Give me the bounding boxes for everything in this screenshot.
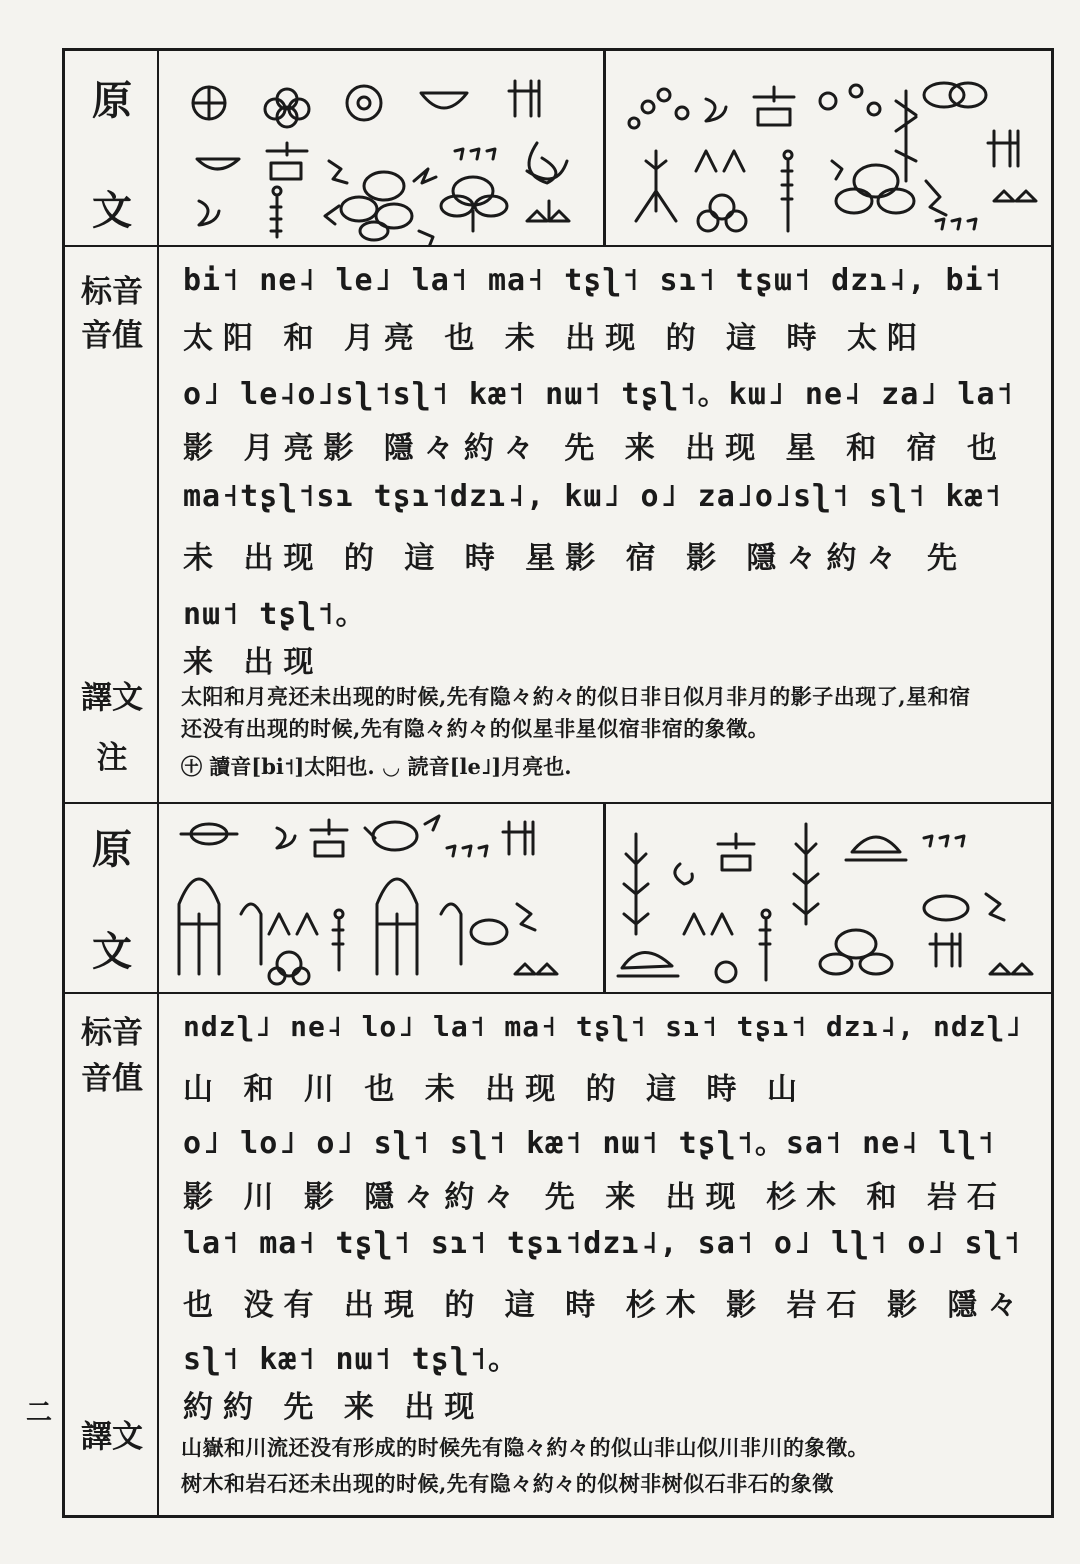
label-col xyxy=(65,51,159,245)
label-phonetic-1: 标音 xyxy=(81,274,143,310)
phonetic-line: bi˦ ne˨ le˩ la˦ ma˧ tʂʅ˦ sɿ˦ tʂɯ˦ dzɿ˨, bi˦ xyxy=(183,263,1003,298)
dongba-pictographs-left xyxy=(159,51,603,245)
row-original-2 xyxy=(65,804,1051,994)
label-yuan: 原 xyxy=(92,826,132,873)
glyph-panel-right xyxy=(606,51,1051,245)
gloss-line: 来 出现 xyxy=(183,645,324,680)
glyph-panel xyxy=(159,804,1051,992)
gloss-line: 也 没有 出現 的 這 時 杉木 影 岩石 影 隱々 xyxy=(183,1288,1028,1323)
phonetic-line: ndzʅ˩ ne˨ lo˩ la˦ ma˧ tʂʅ˦ sɿ˦ tʂɿ˦ dzɿ˨, ndzʅ˩ xyxy=(183,1010,1023,1043)
gloss-line: 太阳 和 月亮 也 未 出现 的 這 時 太阳 xyxy=(183,321,927,356)
gloss-line: 約約 先 来 出现 xyxy=(183,1390,485,1425)
glyph-panel-left xyxy=(159,804,603,992)
dongba-pictographs-right xyxy=(606,804,1049,992)
phonetic-line: ma˧tʂʅ˦sɿ tʂɿ˦dzɿ˨, kɯ˩ o˩ za˩o˩sʅ˦ sʅ˦ kæ˦ xyxy=(183,479,1003,514)
gloss-line: 影 川 影 隱々約々 先 来 出现 杉木 和 岩石 xyxy=(183,1180,1007,1215)
dongba-pictographs-left xyxy=(159,804,603,992)
label-translation: 譯文 xyxy=(81,680,143,716)
label-yuan: 原 xyxy=(92,77,132,124)
row-annotation-2 xyxy=(65,994,1051,1515)
glyph-panel-left xyxy=(159,51,603,245)
label-phonetic-2: 音值 xyxy=(81,318,143,354)
label-phonetic-2: 音值 xyxy=(81,1061,143,1097)
label-wen: 文 xyxy=(92,928,132,975)
phonetic-line: o˩ lo˩ o˩ sʅ˦ sʅ˦ kæ˦ nɯ˦ tʂʅ˦。sa˦ ne˨ lʅ˦ xyxy=(183,1126,996,1161)
note-line: ㊉ 讀音[bi˦]太阳也. ◡ 読音[le˩]月亮也. xyxy=(181,754,572,779)
gloss-line: 未 出现 的 這 時 星影 宿 影 隱々約々 先 xyxy=(183,541,967,576)
dongba-pictographs-right xyxy=(606,51,1049,245)
translation-line: 山嶽和川流还没有形成的时候先有隐々約々的似山非山似川非川的象徵。 xyxy=(181,1435,869,1460)
page-number: 二 xyxy=(26,1398,53,1428)
phonetic-line: la˦ ma˧ tʂʅ˦ sɿ˦ tʂɿ˦dzɿ˨, sa˦ o˩ lʅ˦ o˩ sʅ˦ xyxy=(183,1226,1022,1261)
translation-line: 还没有出现的时候,先有隐々約々的似星非星似宿非宿的象徵。 xyxy=(181,716,770,741)
label-wen: 文 xyxy=(92,187,132,234)
translation-line: 树木和岩石还未出现的时候,先有隐々約々的似树非树似石非石的象徵 xyxy=(181,1471,834,1496)
annotation-content-1 xyxy=(159,247,1051,802)
glyph-panel xyxy=(159,51,1051,245)
manuscript-table xyxy=(62,48,1054,1518)
label-note: 注 xyxy=(96,740,128,776)
phonetic-line: sʅ˦ kæ˦ nɯ˦ tʂʅ˦。 xyxy=(183,1342,519,1377)
row-annotation-1 xyxy=(65,247,1051,804)
phonetic-line: o˩ le˨o˩sʅ˦sʅ˦ kæ˦ nɯ˦ tʂʅ˦。kɯ˩ ne˨ za˩ la˦ xyxy=(183,377,1015,412)
glyph-panel-right xyxy=(606,804,1051,992)
gloss-line: 山 和 川 也 未 出现 的 這 時 山 xyxy=(183,1072,807,1107)
label-phonetic-1: 标音 xyxy=(81,1015,143,1051)
label-translation: 譯文 xyxy=(81,1419,143,1455)
row-original-1 xyxy=(65,51,1051,247)
phonetic-line: nɯ˦ tʂʅ˦。 xyxy=(183,597,367,632)
label-col xyxy=(65,247,159,802)
annotation-content-2 xyxy=(159,994,1051,1515)
label-col xyxy=(65,994,159,1515)
translation-line: 太阳和月亮还未出现的时候,先有隐々約々的似日非日似月非月的影子出现了,星和宿 xyxy=(181,684,971,709)
label-col xyxy=(65,804,159,992)
gloss-line: 影 月亮影 隱々約々 先 来 出现 星 和 宿 也 xyxy=(183,431,1007,466)
